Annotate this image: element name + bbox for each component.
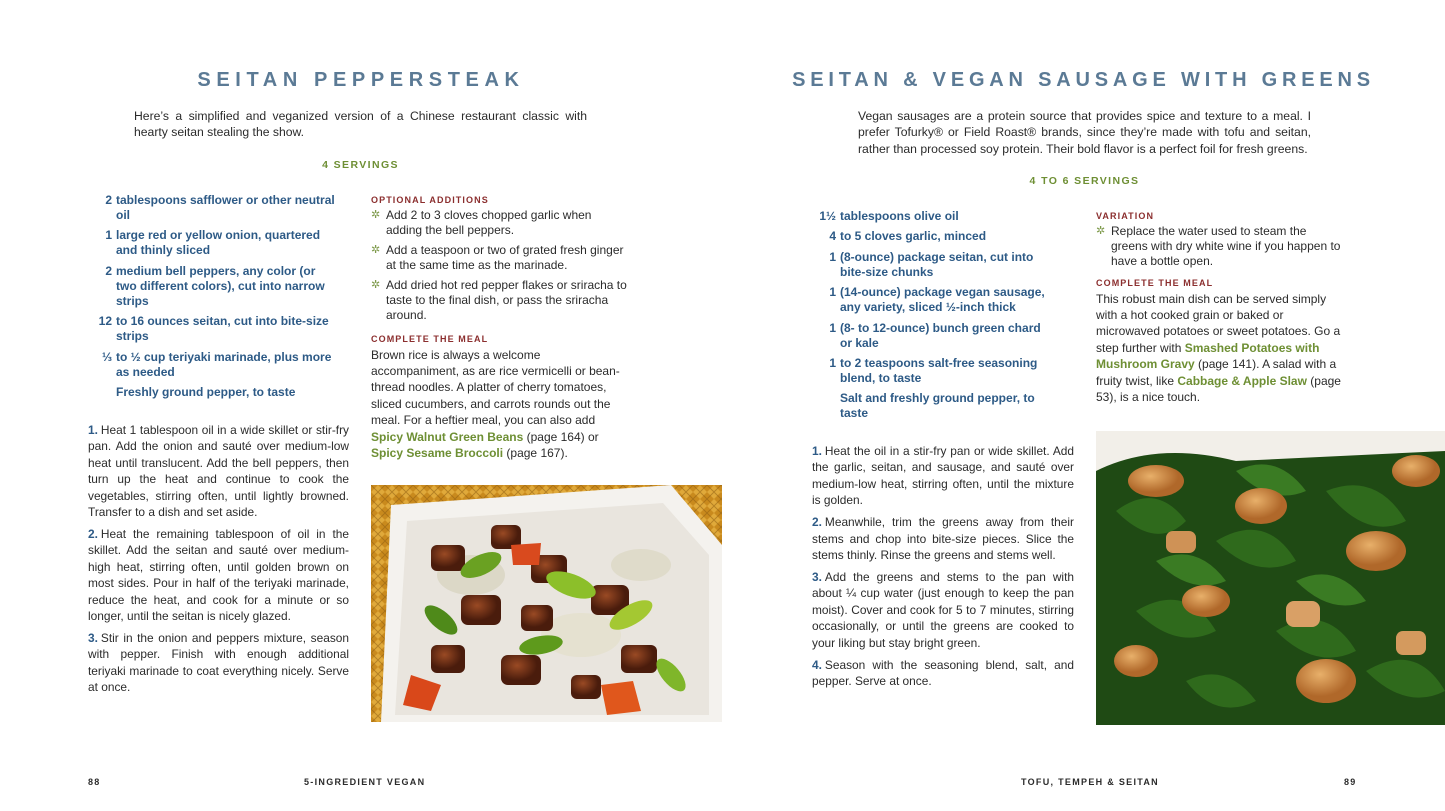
bullet-item: ✲ Add 2 to 3 cloves chopped garlic when adding the bell peppers. [371, 208, 592, 238]
ingredient-item: 1 (8- to 12-ounce) bunch green chard or kale [829, 320, 1041, 350]
ingredient-item: 1 to 2 teaspoons salt-free seasoning blend, to taste [829, 355, 1038, 385]
step-item: 1. Heat 1 tablespoon oil in a wide skillet or stir-fry pan. Add the onion and sauté over medium-low heat until translucent. Add the bell peppers, then turn up the heat and continue to cook the vegetables, stirring often, until lightly browned. Transfer to a dish and set aside. [88, 423, 349, 520]
recipe-link[interactable]: Smashed Potatoes with Mushroom Gravy [1096, 340, 1320, 372]
step-item: 2. Heat the remaining tablespoon of oil in the skillet. Add the seitan and sauté over medium-high heat, stirring often, until golden brown on most sides. Pour in half of the teriyaki marinade, reduce the heat, and cook for a minute or so longer, until the seitan is nicely glazed. [88, 527, 349, 624]
left-page-title: SEITAN PEPPERSTEAK [197, 69, 525, 91]
bullet-item: ✲ Replace the water used to steam the greens with dry white wine if you happen to have a bottle open. [1096, 224, 1341, 269]
left-steps [88, 422, 349, 701]
ingredient-item: 1 (8-ounce) package seitan, cut into bite-size chunks [829, 249, 1034, 279]
right-intro: Vegan sausages are a protein source that provides spice and texture to a meal. I prefer Tofurky® or Field Roast® brands, since they’re made with tofu and seitan, rather than processed soy protein. Their bold flavor is a perfect foil for fresh greens. [858, 109, 1311, 156]
star-icon: ✲ [371, 279, 381, 291]
sausage-greens-photo [1096, 431, 1445, 725]
ingredient-item: 1½ tablespoons olive oil [819, 209, 959, 223]
optional-additions-list [371, 208, 630, 324]
sausage-greens-image [1096, 431, 1445, 725]
step-item: 3. Stir in the onion and peppers mixture, season with pepper. Finish with enough additional teriyaki marinade to coat everything nicely. Serve at once. [88, 631, 349, 695]
left-intro: Here’s a simplified and veganized version of a Chinese restaurant classic with hearty seitan stealing the show. [134, 109, 587, 140]
left-sidebar [371, 195, 630, 461]
step-item: 2. Meanwhile, trim the greens away from their stems and chop into bite-size pieces. Slice the stems thinly. Rinse the greens and stems well. [812, 515, 1074, 563]
peppersteak-photo [371, 485, 722, 722]
left-ingredients [88, 193, 336, 405]
ingredient-item: ⅓ to ½ cup teriyaki marinade, plus more as needed [101, 349, 332, 379]
right-footer-section-title: TOFU, TEMPEH & SEITAN [1021, 777, 1159, 787]
recipe-link[interactable]: Spicy Sesame Broccoli [371, 446, 504, 461]
right-servings: 4 TO 6 SERVINGS [1029, 175, 1140, 187]
right-ingredients [812, 209, 1052, 427]
step-item: 4. Season with the seasoning blend, salt, and pepper. Serve at once. [812, 657, 1074, 689]
star-icon: ✲ [371, 209, 381, 221]
complete-meal-text: Brown rice is always a welcome accompaniment, as are rice vermicelli or bean-thread noodles. A platter of cherry tomatoes, sliced cucumbers, and carrots rounds out the meal. For a heftier meal, you can also add Spicy Walnut Green Beans (page 164) or Spicy Sesame Broccoli (page 167). [371, 347, 620, 461]
ingredient-item: 12 to 16 ounces seitan, cut into bite-size strips [98, 314, 329, 344]
ingredient-item: 4 to 5 cloves garlic, minced [829, 229, 987, 244]
complete-meal-heading: COMPLETE THE MEAL [1096, 277, 1214, 288]
complete-meal-text: This robust main dish can be served simply with a hot cooked grain or baked or microwaved potatoes or sweet potatoes. Go a step further with Smashed Potatoes with Mushroom Gravy (page 141). A salad with a fruity twist, like Cabbage & Apple Slaw (page 53), is a nice touch. [1096, 291, 1341, 405]
right-page-title: SEITAN & VEGAN SAUSAGE WITH GREENS [792, 69, 1375, 91]
ingredient-item: 1 (14-ounce) package vegan sausage, any variety, sliced ½-inch thick [829, 285, 1045, 315]
left-servings: 4 SERVINGS [322, 159, 399, 171]
ingredient-item: 1 large red or yellow onion, quartered and thinly sliced [105, 228, 321, 258]
right-steps [812, 443, 1074, 695]
complete-meal-heading: COMPLETE THE MEAL [371, 333, 489, 344]
peppersteak-image [371, 485, 722, 722]
variation-list [1096, 224, 1344, 270]
optional-additions-heading: OPTIONAL ADDITIONS [371, 195, 489, 205]
ingredient-item: Salt and freshly ground pepper, to taste [840, 391, 1035, 421]
recipe-link[interactable]: Cabbage & Apple Slaw [1177, 373, 1307, 388]
bullet-item: ✲ Add a teaspoon or two of grated fresh ginger at the same time as the marinade. [371, 243, 624, 273]
recipe-link[interactable]: Spicy Walnut Green Beans [371, 429, 524, 444]
ingredient-item: Freshly ground pepper, to taste [116, 384, 296, 399]
left-footer-book-title: 5-INGREDIENT VEGAN [304, 777, 426, 787]
star-icon: ✲ [371, 244, 381, 256]
left-footer-page-number: 88 [88, 777, 101, 787]
step-item: 1. Heat the oil in a stir-fry pan or wide skillet. Add the garlic, seitan, and sausage, and sauté over medium-low heat, stirring often, until the mixture is golden. [812, 444, 1074, 508]
step-item: 3. Add the greens and stems to the pan with about ¼ cup water (just enough to keep the pan moist). Cover and cook for 5 to 7 minutes, stirring occasionally, or until the greens are cooked to your liking but stay bright green. [812, 570, 1074, 650]
star-icon: ✲ [1096, 225, 1106, 237]
right-footer-page-number: 89 [1344, 777, 1357, 787]
right-sidebar [1096, 211, 1344, 405]
ingredient-item: 2 medium bell peppers, any color (or two different colors), cut into narrow strips [105, 263, 325, 308]
ingredient-item: 2 tablespoons safflower or other neutral oil [105, 193, 335, 222]
bullet-item: ✲ Add dried hot red pepper flakes or sriracha to taste to the final dish, or pass the sriracha around. [371, 278, 627, 323]
variation-heading: VARIATION [1096, 211, 1155, 221]
